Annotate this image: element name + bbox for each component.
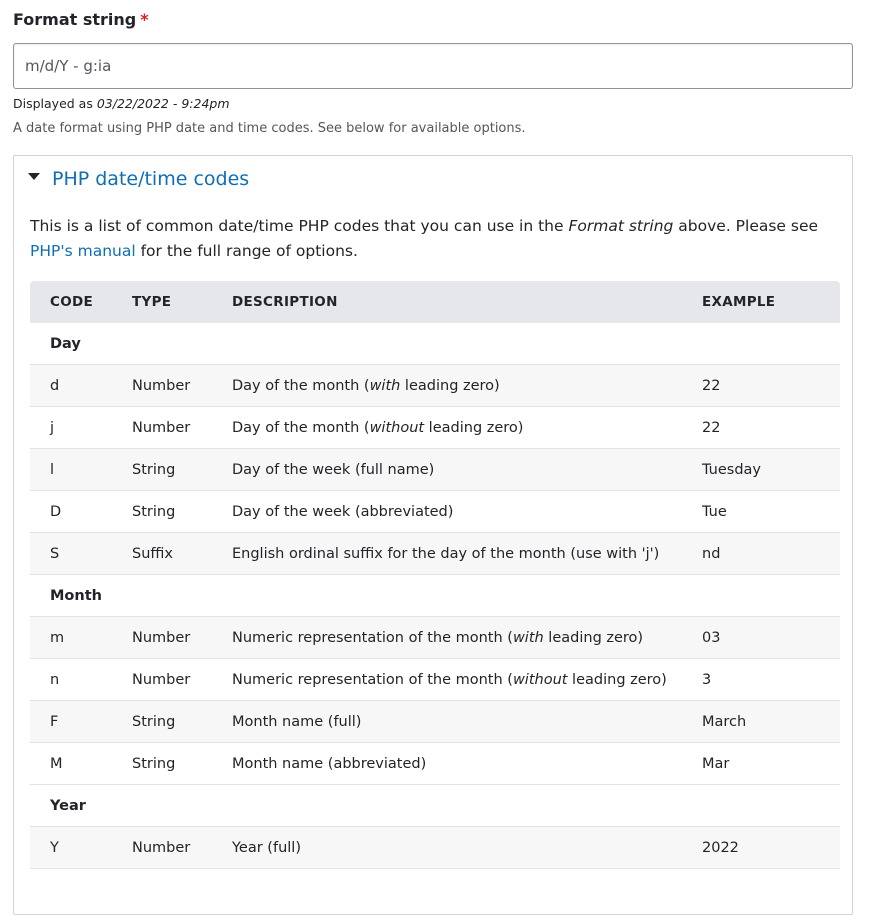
- cell-example: Tuesday: [702, 461, 761, 478]
- group-label: Month: [50, 587, 102, 604]
- cell-description-em: with: [512, 629, 544, 646]
- cell-code: j: [50, 419, 55, 436]
- php-codes-summary-label[interactable]: PHP date/time codes: [52, 168, 250, 190]
- cell-code: n: [50, 671, 60, 688]
- format-string-label-text: Format string: [13, 10, 137, 29]
- group-label: Day: [50, 335, 81, 352]
- group-label: Year: [50, 797, 86, 814]
- cell-example: 22: [702, 377, 721, 394]
- caret-down-icon: [28, 173, 40, 180]
- cell-type: Suffix: [132, 545, 173, 562]
- table-row: [30, 533, 840, 575]
- header-example: EXAMPLE: [702, 294, 776, 310]
- required-marker: *: [140, 10, 149, 29]
- cell-example: 3: [702, 671, 712, 688]
- cell-example: Mar: [702, 755, 730, 772]
- table-row: [30, 701, 840, 743]
- cell-type: String: [132, 755, 176, 772]
- table-row: [30, 365, 840, 407]
- table-row: [30, 449, 840, 491]
- cell-example: 22: [702, 419, 721, 436]
- table-row: [30, 659, 840, 701]
- cell-description-post: leading zero): [424, 419, 524, 436]
- displayed-as-value: 03/22/2022 - 9:24pm: [96, 96, 230, 111]
- table-group-row: [30, 785, 840, 827]
- cell-type: String: [132, 503, 176, 520]
- cell-description-post: leading zero): [400, 377, 500, 394]
- cell-type: Number: [132, 377, 191, 394]
- cell-example: Tue: [702, 503, 727, 520]
- cell-code: Y: [50, 839, 59, 856]
- format-string-input[interactable]: m/d/Y - g:ia: [13, 43, 853, 89]
- table-header: [30, 281, 840, 323]
- table-group-row: [30, 575, 840, 617]
- header-type: TYPE: [132, 294, 172, 310]
- header-description: DESCRIPTION: [232, 294, 338, 310]
- format-string-label: [13, 10, 149, 29]
- cell-code: F: [50, 713, 59, 730]
- cell-type: Number: [132, 419, 191, 436]
- cell-type: String: [132, 713, 176, 730]
- cell-description: [232, 630, 702, 646]
- cell-description-post: leading zero): [567, 671, 667, 688]
- php-codes-summary[interactable]: [28, 164, 249, 194]
- cell-description: [232, 378, 702, 394]
- cell-description: Month name (full): [232, 713, 362, 730]
- cell-description-post: leading zero): [543, 629, 644, 646]
- cell-description: [232, 420, 702, 436]
- cell-type: Number: [132, 839, 191, 856]
- cell-type: String: [132, 461, 176, 478]
- table-row: [30, 743, 840, 785]
- cell-description-pre: Day of the month (: [232, 419, 370, 436]
- cell-description-pre: Numeric representation of the month (: [232, 671, 513, 688]
- cell-description: Day of the week (abbreviated): [232, 503, 454, 520]
- format-string-help: A date format using PHP date and time codes. See below for available options.: [13, 121, 526, 136]
- php-codes-details: [13, 155, 853, 915]
- cell-type: Number: [132, 629, 191, 646]
- cell-example: 2022: [702, 839, 739, 856]
- cell-code: M: [50, 755, 63, 772]
- intro-text-3: for the full range of options.: [135, 242, 358, 260]
- cell-type: Number: [132, 671, 191, 688]
- table-row: [30, 407, 840, 449]
- cell-description: Year (full): [232, 839, 301, 856]
- cell-code: m: [50, 629, 65, 646]
- table-group-row: [30, 323, 840, 365]
- cell-example: March: [702, 713, 747, 730]
- cell-description-em: without: [512, 671, 568, 688]
- table-row: [30, 827, 840, 869]
- cell-description: [232, 672, 702, 688]
- php-codes-table: [30, 281, 840, 869]
- cell-code: d: [50, 377, 60, 394]
- displayed-as-preview: [13, 96, 230, 111]
- cell-description-pre: Day of the month (: [232, 377, 370, 394]
- cell-description: Day of the week (full name): [232, 461, 435, 478]
- cell-example: 03: [702, 629, 721, 646]
- intro-text-1: This is a list of common date/time PHP codes that you can use in the: [30, 217, 569, 235]
- cell-description-em: with: [369, 377, 401, 394]
- cell-code: l: [50, 461, 55, 478]
- intro-text-2: above. Please see: [673, 217, 819, 235]
- table-row: [30, 491, 840, 533]
- table-row: [30, 617, 840, 659]
- cell-example: nd: [702, 545, 721, 562]
- intro-emphasis: Format string: [568, 217, 674, 235]
- header-code: CODE: [50, 294, 94, 310]
- cell-code: D: [50, 503, 62, 520]
- php-codes-intro: [30, 214, 830, 264]
- cell-description-pre: Numeric representation of the month (: [232, 629, 513, 646]
- php-manual-link[interactable]: PHP's manual: [30, 242, 136, 260]
- cell-description: English ordinal suffix for the day of the month (use with 'j'): [232, 545, 660, 562]
- displayed-as-prefix: Displayed as: [13, 96, 93, 111]
- cell-description-em: without: [369, 419, 425, 436]
- cell-code: S: [50, 545, 60, 562]
- cell-description: Month name (abbreviated): [232, 755, 427, 772]
